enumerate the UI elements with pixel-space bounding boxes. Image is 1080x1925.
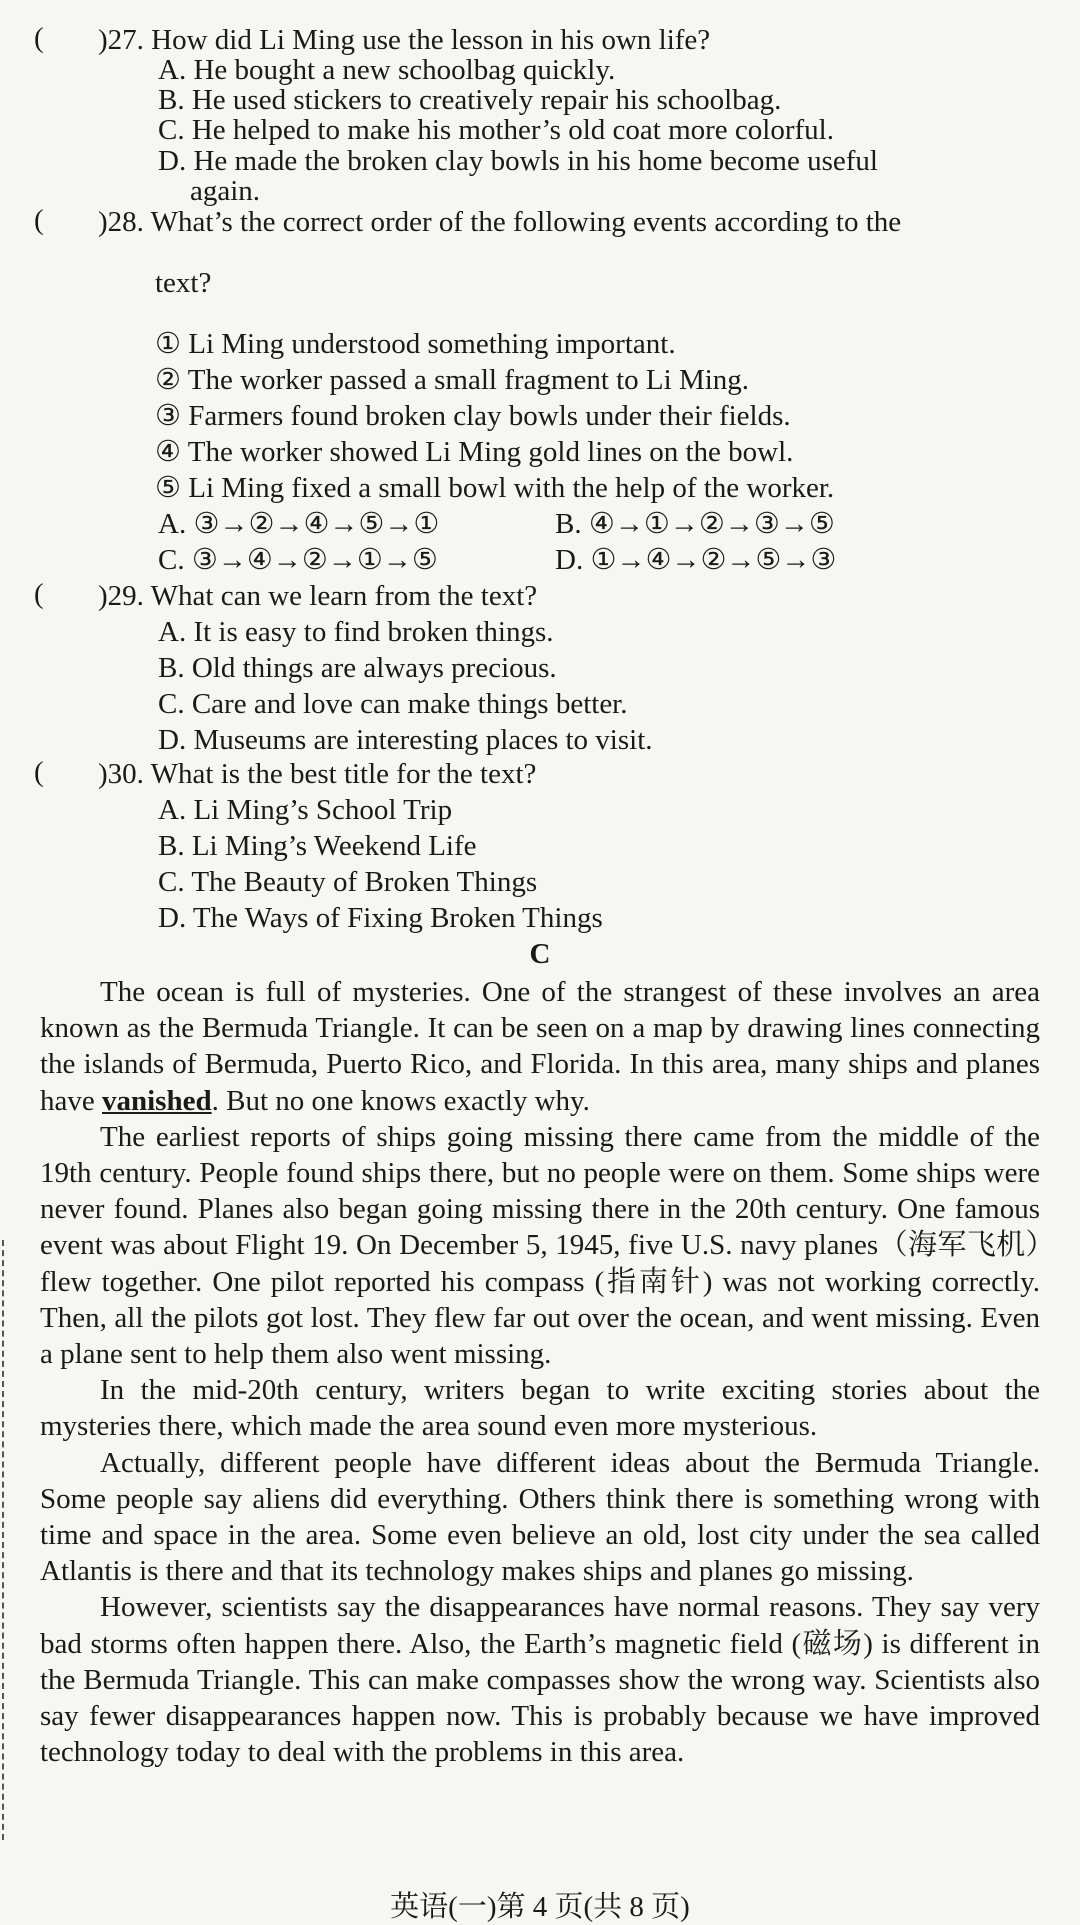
option: B. Li Ming’s Weekend Life (158, 830, 477, 862)
option: C. The Beauty of Broken Things (158, 866, 538, 898)
event-item: ② The worker passed a small fragment to Li Ming. (155, 364, 750, 396)
option: B. ④→①→②→③→⑤ (555, 508, 835, 540)
option: D. He made the broken clay bowls in his home become useful (158, 145, 878, 177)
event-item: ④ The worker showed Li Ming gold lines on the bowl. (155, 436, 794, 468)
option: D. The Ways of Fixing Broken Things (158, 902, 603, 934)
binding-margin-dashes (2, 1240, 4, 1840)
keyword-vanished: vanished (102, 1084, 212, 1117)
page-footer: 英语(一)第 4 页(共 8 页) (390, 1891, 690, 1923)
reading-passage (40, 974, 1040, 1770)
option: A. ③→②→④→⑤→① (158, 508, 440, 540)
option: C. He helped to make his mother’s old coat more colorful. (158, 114, 834, 146)
paragraph-1: The ocean is full of mysteries. One of the strangest of these involves an area known as the Bermuda Triangle. It can be seen on a map by drawing lines connecting the islands of Bermuda, Puerto Rico, and Florida. In this area, many ships and planes have vanished. But no one knows exactly why. (40, 976, 1040, 1117)
event-item: ① Li Ming understood something important. (155, 328, 676, 360)
option: A. Li Ming’s School Trip (158, 794, 453, 826)
option: C. ③→④→②→①→⑤ (158, 544, 438, 576)
option: D. ①→④→②→⑤→③ (555, 544, 837, 576)
paragraph-5: However, scientists say the disappearances have normal reasons. They say very bad storms often happen there. Also, the Earth’s magnetic field (磁场) is different in the Bermuda Triangle. This can make compasses show the wrong way. Scientists also say fewer disappearances happen now. This is probably because we have improved technology today to deal with the problems in this area. (40, 1591, 1040, 1769)
paragraph-3: In the mid-20th century, writers began to write exciting stories about the mysteries there, which made the area sound even more mysterious. (40, 1374, 1040, 1443)
event-item: ⑤ Li Ming fixed a small bowl with the help of the worker. (155, 472, 835, 504)
answer-bracket: ( (34, 756, 44, 788)
paragraph-2: The earliest reports of ships going missing there came from the middle of the 19th century. People found ships there, but no people were on them. Some ships were never found. Planes also began going missing there in the 20th century. One famous event was about Flight 19. On December 5, 1945, five U.S. navy planes（海军飞机）flew together. One pilot reported his compass (指南针) was not working correctly. Then, all the pilots got lost. They flew far out over the ocean, and went missing. Even a plane sent to help them also went missing. (40, 1120, 1040, 1371)
option-continuation: again. (190, 175, 261, 207)
section-label: C (529, 938, 551, 970)
option: D. Museums are interesting places to visit. (158, 724, 653, 756)
answer-bracket: ( (34, 578, 44, 610)
option: A. He bought a new schoolbag quickly. (158, 54, 616, 86)
paragraph-4: Actually, different people have different ideas about the Bermuda Triangle. Some people say aliens did everything. Others think there is something wrong with time and space in the area. Some even believe an old, lost city under the sea called Atlantis is there and that its technology makes ships and planes go missing. (40, 1446, 1040, 1588)
question-stem: )27. How did Li Ming use the lesson in his own life? (98, 24, 711, 56)
event-item: ③ Farmers found broken clay bowls under their fields. (155, 400, 791, 432)
option: B. Old things are always precious. (158, 652, 557, 684)
question-stem: )29. What can we learn from the text? (98, 580, 538, 612)
answer-bracket: ( (34, 22, 44, 54)
answer-bracket: ( (34, 204, 44, 236)
question-stem: )30. What is the best title for the text? (98, 758, 537, 790)
option: A. It is easy to find broken things. (158, 616, 554, 648)
question-stem-continuation: text? (155, 267, 212, 299)
option: C. Care and love can make things better. (158, 688, 628, 720)
option: B. He used stickers to creatively repair his schoolbag. (158, 84, 782, 116)
question-stem: )28. What’s the correct order of the following events according to the (98, 206, 902, 238)
